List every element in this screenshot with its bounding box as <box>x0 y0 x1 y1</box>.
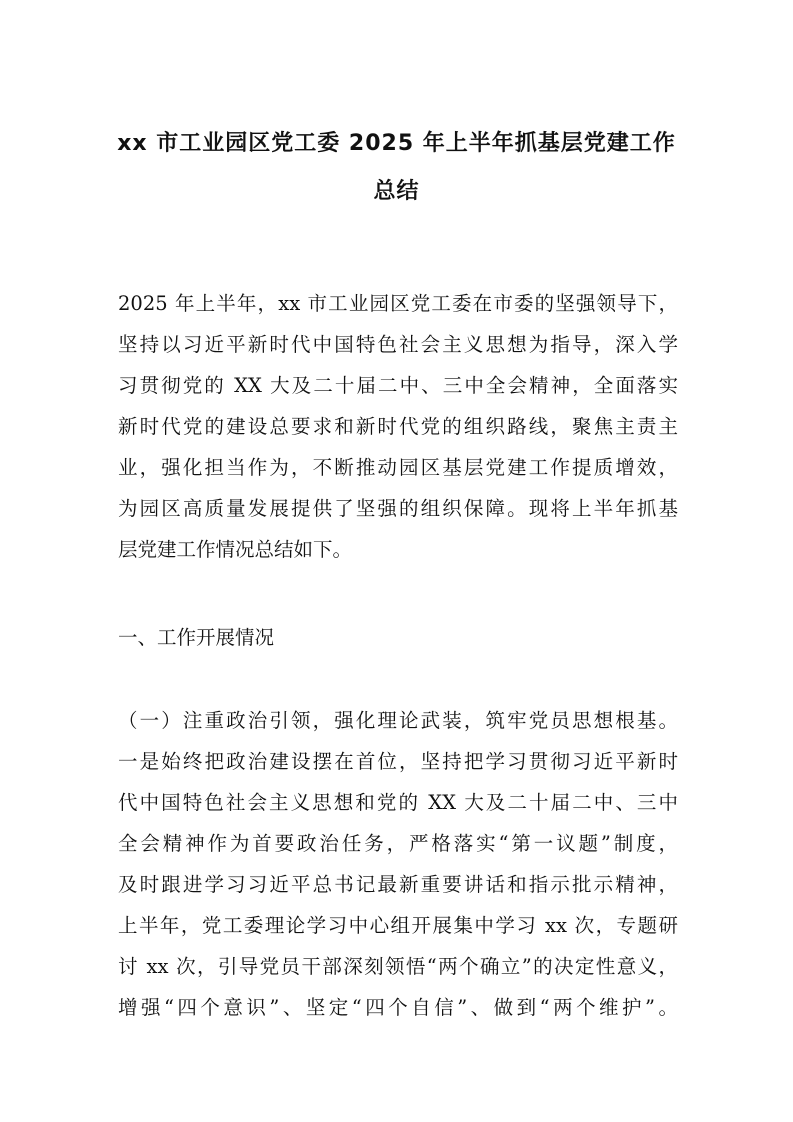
text-line: 一是始终把政治建设摆在首位，坚持把学习贯彻习近平新时 <box>118 750 678 773</box>
text-line: 坚持以习近平新时代中国特色社会主义思想为指导，深入学 <box>118 333 678 356</box>
text-line: 全会精神作为首要政治任务，严格落实“第一议题”制度， <box>118 832 678 855</box>
text-line: 增强“四个意识”、坚定“四个自信”、做到“两个维护”。 <box>118 996 678 1019</box>
text-line: 新时代党的建设总要求和新时代党的组织路线，聚焦主责主 <box>118 415 678 438</box>
text-line: 业，强化担当作为，不断推动园区基层党建工作提质增效， <box>118 456 678 479</box>
text-line: 代中国特色社会主义思想和党的 XX 大及二十届二中、三中 <box>118 791 678 814</box>
document-title-line-1: xx 市工业园区党工委 2025 年上半年抓基层党建工作 <box>117 131 676 156</box>
document-title-line-2: 总结 <box>373 179 420 204</box>
text-line: （一）注重政治引领，强化理论武装，筑牢党员思想根基。 <box>118 709 678 732</box>
text-line: 讨 xx 次，引导党员干部深刻领悟“两个确立”的决定性意义， <box>118 955 678 978</box>
text-line: 及时跟进学习习近平总书记最新重要讲话和指示批示精神， <box>118 873 678 896</box>
text-line: 层党建工作情况总结如下。 <box>118 538 353 561</box>
intro-paragraph <box>118 283 678 570</box>
section-paragraph <box>118 700 678 1028</box>
section-heading: 一、工作开展情况 <box>118 626 275 649</box>
text-line: 2025 年上半年，xx 市工业园区党工委在市委的坚强领导下， <box>118 292 678 315</box>
text-line: 习贯彻党的 XX 大及二十届二中、三中全会精神，全面落实 <box>118 374 678 397</box>
text-line: 为园区高质量发展提供了坚强的组织保障。现将上半年抓基 <box>118 497 678 520</box>
text-line: 上半年，党工委理论学习中心组开展集中学习 xx 次，专题研 <box>118 914 678 937</box>
